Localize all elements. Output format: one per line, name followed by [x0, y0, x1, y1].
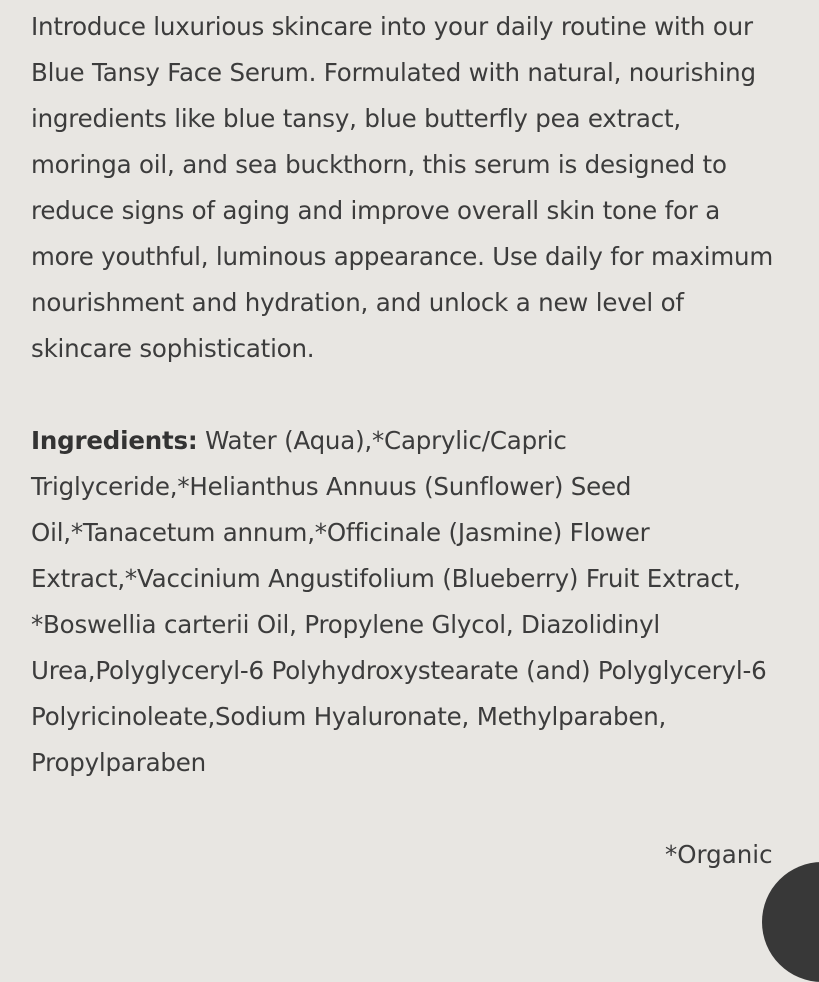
ingredients-line: Triglyceride,*Helianthus Annuus (Sunflower) Seed: [31, 472, 632, 501]
product-details: [31, 4, 791, 786]
description-line: moringa oil, and sea buckthorn, this serum is designed to: [31, 150, 727, 179]
ingredients-line: Oil,*Tanacetum annum,*Officinale (Jasmine) Flower: [31, 518, 650, 547]
ingredients-line: Water (Aqua),*Caprylic/Capric: [197, 426, 567, 455]
description-line: reduce signs of aging and improve overall skin tone for a: [31, 196, 721, 225]
description-line: skincare sophistication.: [31, 334, 315, 363]
description-line: Blue Tansy Face Serum. Formulated with natural, nourishing: [31, 58, 756, 87]
ingredients-line: Urea,Polyglyceryl-6 Polyhydroxystearate (and) Polyglyceryl-6: [31, 656, 767, 685]
ingredients-line: Propylparaben: [31, 748, 206, 777]
ingredients-line: Polyricinoleate,Sodium Hyaluronate, Methylparaben,: [31, 702, 667, 731]
ingredients-list: [31, 418, 791, 786]
floating-action-button[interactable]: [762, 862, 819, 982]
ingredients-line: *Boswellia carterii Oil, Propylene Glycol, Diazolidinyl: [31, 610, 660, 639]
ingredients-label: Ingredients:: [31, 426, 198, 455]
description-line: more youthful, luminous appearance. Use daily for maximum: [31, 242, 774, 271]
product-description: [31, 4, 791, 372]
description-line: nourishment and hydration, and unlock a new level of: [31, 288, 684, 317]
description-line: Introduce luxurious skincare into your daily routine with our: [31, 12, 753, 41]
description-line: ingredients like blue tansy, blue butterfly pea extract,: [31, 104, 681, 133]
organic-footnote: *Organic: [665, 840, 773, 869]
ingredients-line: Extract,*Vaccinium Angustifolium (Blueberry) Fruit Extract,: [31, 564, 741, 593]
